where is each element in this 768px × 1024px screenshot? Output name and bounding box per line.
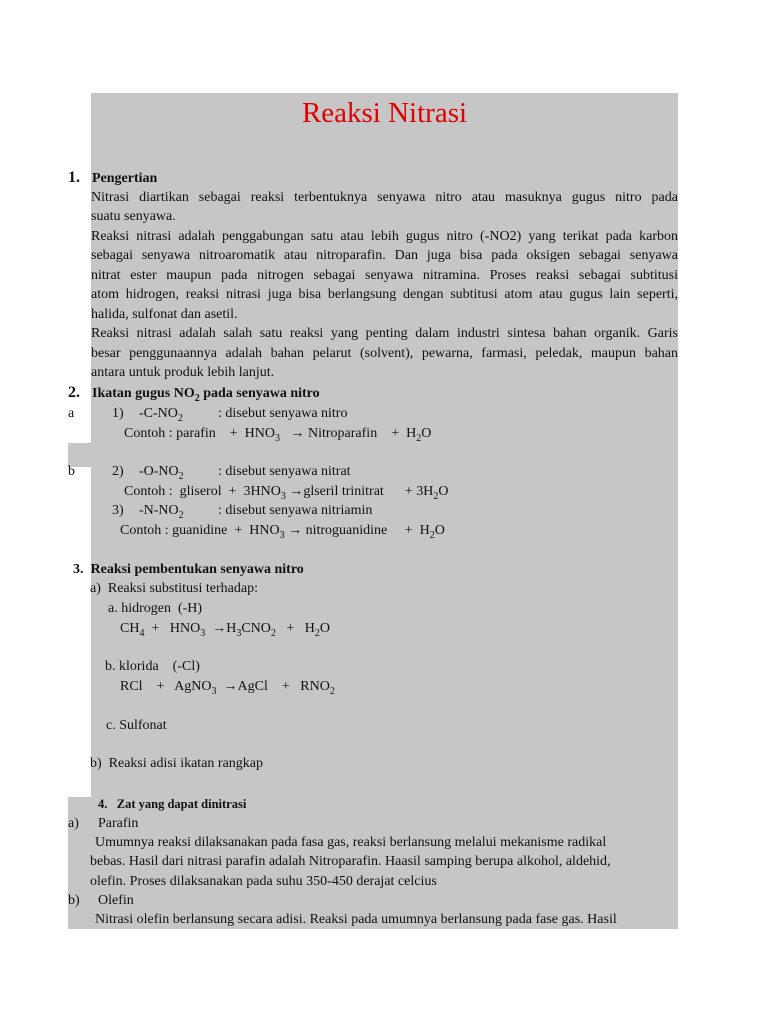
paragraph-line: bebas. Hasil dari nitrasi parafin adalah Nitroparafin. Haasil samping berupa alkohol, aldehid, [90, 854, 611, 869]
item-name-olefin: Olefin [98, 893, 134, 908]
paragraph-line: Reaksi nitrasi adalah penggabungan satu atau lebih gugus nitro (-NO2) yang terikat pada karbon [91, 229, 678, 244]
reaction-example: Contoh : gliserol + $3HNO_3$ →glseril trinitrat + $3H_2O$ [124, 484, 449, 502]
subitem-hydrogen: a. hidrogen (-H) [108, 601, 203, 616]
item-number: 3) [112, 503, 124, 518]
nitro-group-description: : disebut senyawa nitro [218, 406, 348, 421]
paragraph-line: halida, sulfonat dan asetil. [91, 307, 238, 322]
section-1-heading: Pengertian [92, 171, 158, 186]
nitro-group: $-C-NO_2$ [139, 406, 183, 424]
nitro-group-description: : disebut senyawa nitrat [218, 464, 351, 479]
paragraph-line: suatu senyawa. [91, 209, 176, 224]
section-1-number: 1. [68, 169, 80, 186]
paragraph-line: nitrat ester maupun pada nitrogen sebagai senyawa nitramina. Proses reaksi sebagai subtitusi [91, 268, 678, 283]
nitro-group: $-N-NO_2$ [139, 503, 184, 521]
reaction-example: Contoh : guanidine + $HNO_3$ → nitroguanidine + $H_2O$ [120, 523, 445, 541]
paragraph-line: Nitrasi diartikan sebagai reaksi terbentuknya senyawa nitro atau masuknya gugus nitro pada [91, 190, 678, 205]
reaction-example: Contoh : parafin + $HNO_3$ → Nitroparafin + $H_2O$ [124, 426, 432, 444]
item-number: 1) [112, 406, 124, 421]
paragraph-line: atom hidrogen, reaksi nitrasi juga bisa berlangsung dengan subtitusi atom atau gugus lain seperti, [91, 287, 678, 302]
nitro-group: $-O-NO_2$ [139, 464, 184, 482]
paragraph-line: Umumnya reaksi dilaksanakan pada fasa gas, reaksi berlansung melalui mekanisme radikal [95, 835, 607, 850]
section-4-heading: 4. Zat yang dapat dinitrasi [98, 797, 247, 811]
item-label-b: b [68, 464, 75, 479]
paragraph-line: antara untuk produk lebih lanjut. [91, 365, 275, 380]
item-name-parafin: Parafin [98, 816, 139, 831]
item-label-a: a [68, 406, 75, 421]
paragraph-line: sebagai senyawa nitroaromatik atau nitroparafin. Dan juga bisa pada oksigen sebagai senyawa [91, 248, 678, 263]
subitem-chloride: b. klorida (-Cl) [105, 659, 200, 674]
item-label-b: b) [68, 893, 80, 908]
reaction-equation: $CH_4 + HNO_3 \to H_3CNO_2 + H_2O$ [120, 621, 331, 639]
item-number: 2) [112, 464, 124, 479]
nitro-group-description: : disebut senyawa nitriamin [218, 503, 373, 518]
section-3-heading: 3. Reaksi pembentukan senyawa nitro [73, 562, 304, 577]
paragraph-line: besar penggunaannya adalah bahan pelarut (solvent), pewarna, farmasi, peledak, maupun bahan [91, 346, 678, 361]
paragraph-line: Nitrasi olefin berlansung secara adisi. Reaksi pada umumnya berlansung pada fase gas. Hasil [95, 912, 617, 927]
subitem-sulfonate: c. Sulfonat [106, 718, 167, 733]
reaction-equation: RCl + AgNO$_3$ →AgCl + $RNO_2$ [120, 679, 335, 697]
subitem-b: b) Reaksi adisi ikatan rangkap [90, 756, 264, 771]
subitem-a: a) Reaksi substitusi terhadap: [90, 581, 258, 596]
section-2-heading: Ikatan gugus $NO_2$ pada senyawa nitro [92, 386, 320, 404]
page-title: Reaksi Nitrasi [301, 97, 468, 129]
item-label-a: a) [68, 816, 79, 831]
paragraph-line: olefin. Proses dilaksanakan pada suhu 350-450 derajat celcius [90, 874, 437, 889]
paragraph-line: Reaksi nitrasi adalah salah satu reaksi yang penting dalam industri sintesa bahan organik. Garis [91, 326, 678, 341]
section-2-number: 2. [68, 384, 80, 401]
